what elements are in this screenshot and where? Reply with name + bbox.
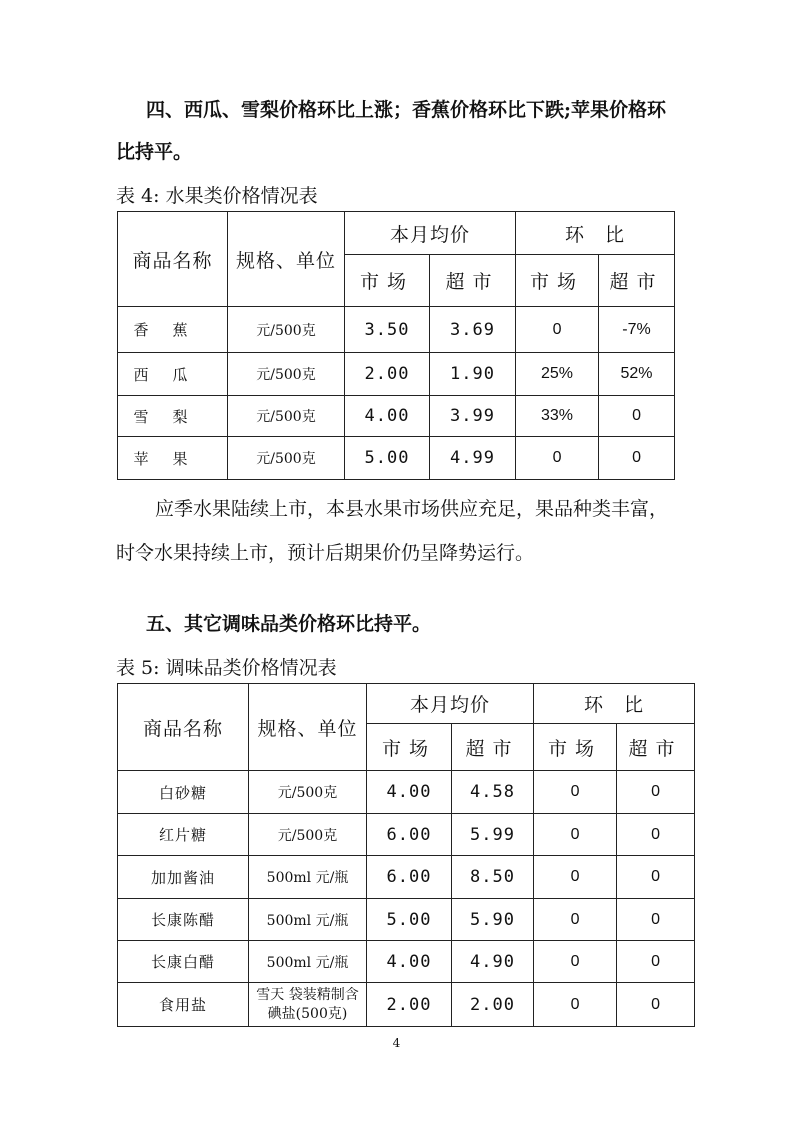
- market-change: 0: [534, 771, 617, 814]
- super-price: 4.99: [430, 437, 516, 480]
- market-change: 25%: [516, 353, 599, 396]
- market-price: 5.00: [367, 899, 452, 941]
- super-change: 0: [617, 771, 695, 814]
- super-change: 0: [617, 983, 695, 1027]
- col-header-market-price: 市场: [367, 724, 452, 771]
- table4-caption: 表 4: 水果类价格情况表: [116, 185, 318, 207]
- item-name: 红片糖: [118, 814, 249, 856]
- fruit-price-table: [117, 211, 675, 480]
- col-header-super-change: 超市: [617, 724, 695, 771]
- market-change: 0: [534, 856, 617, 899]
- item-spec: 500ml 元/瓶: [249, 899, 367, 941]
- super-change: 0: [617, 856, 695, 899]
- col-header-avg-price: 本月均价: [345, 212, 516, 255]
- super-change: 0: [599, 437, 675, 480]
- table-row: [118, 396, 675, 437]
- super-price: 3.69: [430, 307, 516, 353]
- table-row: [118, 983, 695, 1027]
- market-price: 3.50: [345, 307, 430, 353]
- market-price: 5.00: [345, 437, 430, 480]
- col-header-super-price: 超市: [430, 255, 516, 307]
- super-change: 0: [599, 396, 675, 437]
- item-spec: 元/500克: [249, 814, 367, 856]
- market-change: 0: [534, 983, 617, 1027]
- item-spec: 元/500克: [249, 771, 367, 814]
- item-name: 食用盐: [118, 983, 249, 1027]
- table-row: [118, 437, 675, 480]
- super-change: 0: [617, 941, 695, 983]
- item-name: 香蕉: [118, 307, 228, 353]
- section4-heading: 四、西瓜、雪梨价格环比上涨；香蕉价格环比下跌;苹果价格环比持平。: [116, 99, 667, 163]
- item-spec: 500ml 元/瓶: [249, 856, 367, 899]
- market-change: 0: [534, 899, 617, 941]
- market-price: 4.00: [367, 941, 452, 983]
- table-row: [118, 771, 695, 814]
- super-price: 4.90: [452, 941, 534, 983]
- market-price: 4.00: [345, 396, 430, 437]
- super-price: 5.90: [452, 899, 534, 941]
- table-row: [118, 941, 695, 983]
- super-change: 0: [617, 899, 695, 941]
- col-header-ratio: 环 比: [534, 684, 695, 724]
- table-row: [118, 856, 695, 899]
- condiment-price-table: [117, 683, 695, 1027]
- col-header-market-change: 市场: [534, 724, 617, 771]
- col-header-avg-price: 本月均价: [367, 684, 534, 724]
- item-name: 西瓜: [118, 353, 228, 396]
- table5-caption: 表 5: 调味品类价格情况表: [116, 657, 337, 679]
- table-row: [118, 814, 695, 856]
- item-spec: 元/500克: [228, 437, 345, 480]
- super-price: 4.58: [452, 771, 534, 814]
- col-header-name: 商品名称: [118, 212, 228, 307]
- market-price: 2.00: [367, 983, 452, 1027]
- col-header-spec: 规格、单位: [228, 212, 345, 307]
- market-change: 0: [534, 941, 617, 983]
- col-header-super-change: 超市: [599, 255, 675, 307]
- fruit-market-paragraph: 应季水果陆续上市，本县水果市场供应充足，果品种类丰富，时令水果持续上市，预计后期果价仍呈降势运行。: [116, 498, 669, 564]
- item-name: 白砂糖: [118, 771, 249, 814]
- item-spec: 元/500克: [228, 396, 345, 437]
- super-change: 52%: [599, 353, 675, 396]
- col-header-super-price: 超市: [452, 724, 534, 771]
- super-change: -7%: [599, 307, 675, 353]
- col-header-market-price: 市场: [345, 255, 430, 307]
- market-change: 0: [516, 307, 599, 353]
- market-price: 4.00: [367, 771, 452, 814]
- table-row: [118, 307, 675, 353]
- table-row: [118, 899, 695, 941]
- market-change: 0: [516, 437, 599, 480]
- super-price: 1.90: [430, 353, 516, 396]
- super-price: 3.99: [430, 396, 516, 437]
- item-spec: 500ml 元/瓶: [249, 941, 367, 983]
- item-spec: 雪天 袋装精制含碘盐(500克): [249, 983, 367, 1027]
- item-name: 加加酱油: [118, 856, 249, 899]
- market-price: 6.00: [367, 814, 452, 856]
- super-price: 5.99: [452, 814, 534, 856]
- market-price: 6.00: [367, 856, 452, 899]
- item-name: 雪梨: [118, 396, 228, 437]
- market-change: 0: [534, 814, 617, 856]
- col-header-name: 商品名称: [118, 684, 249, 771]
- item-name: 长康陈醋: [118, 899, 249, 941]
- item-name: 长康白醋: [118, 941, 249, 983]
- super-price: 8.50: [452, 856, 534, 899]
- market-price: 2.00: [345, 353, 430, 396]
- super-change: 0: [617, 814, 695, 856]
- table-row: [118, 353, 675, 396]
- section5-heading: 五、其它调味品类价格环比持平。: [146, 613, 432, 635]
- col-header-spec: 规格、单位: [249, 684, 367, 771]
- item-spec: 元/500克: [228, 353, 345, 396]
- page-number: 4: [392, 1036, 401, 1050]
- item-spec: 元/500克: [228, 307, 345, 353]
- super-price: 2.00: [452, 983, 534, 1027]
- col-header-market-change: 市场: [516, 255, 599, 307]
- market-change: 33%: [516, 396, 599, 437]
- item-name: 苹果: [118, 437, 228, 480]
- col-header-ratio: 环 比: [516, 212, 675, 255]
